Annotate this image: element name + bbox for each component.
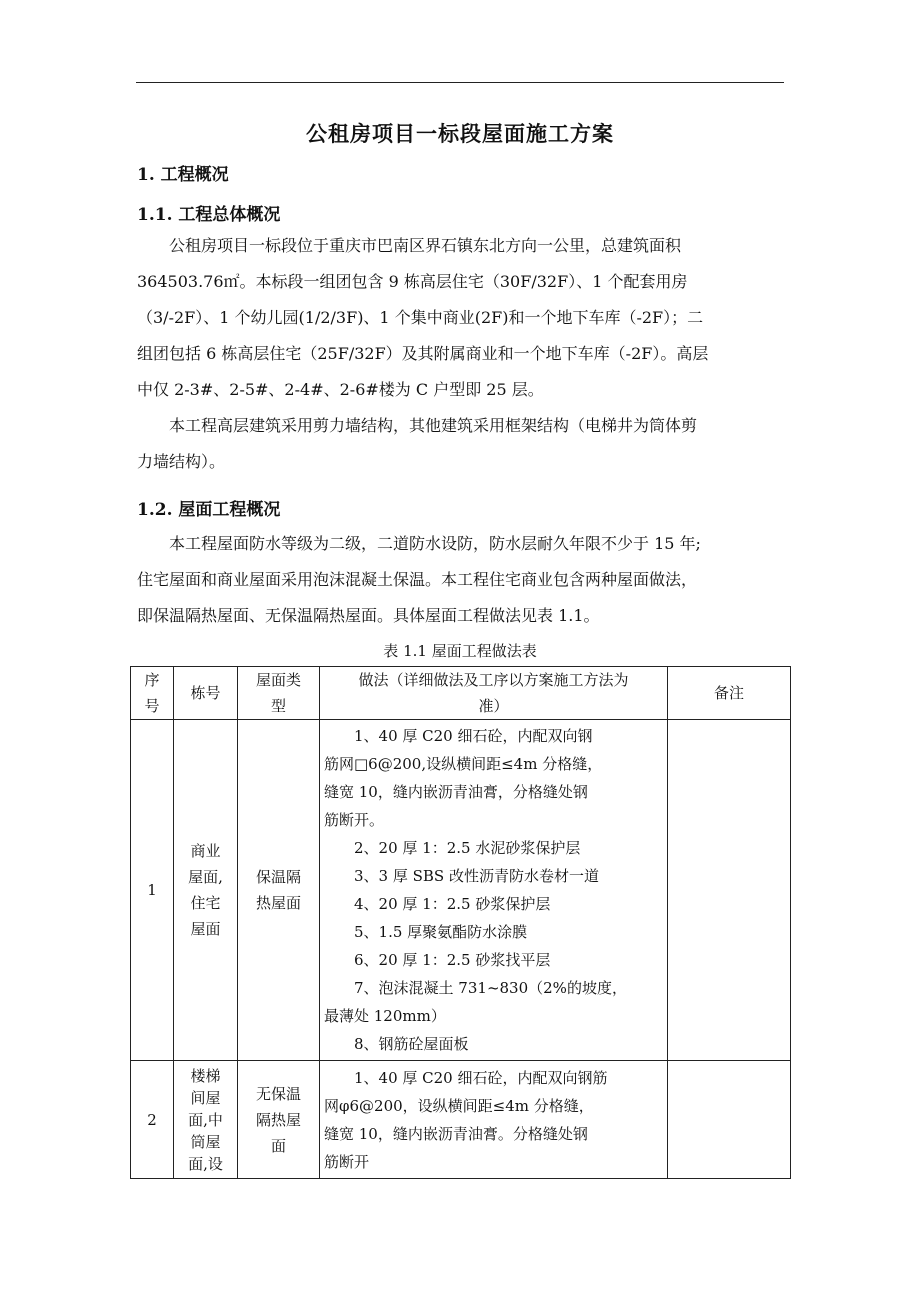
- text-line: 本工程屋面防水等级为二级，二道防水设防，防水层耐久年限不少于 15 年;: [169, 534, 701, 553]
- cell-note: [668, 1061, 791, 1179]
- method-line: 6、20 厚 1：2.5 砂浆找平层: [354, 951, 551, 969]
- text-line: （3/-2F）、1 个幼儿园(1/2/3F)、1 个集中商业(2F)和一个地下车库（-2F）；二: [137, 308, 704, 327]
- text-line: 力墙结构）。: [137, 452, 226, 471]
- method-line: 5、1.5 厚聚氨酯防水涂膜: [354, 923, 528, 941]
- method-line: 8、钢筋砼屋面板: [354, 1035, 469, 1053]
- text-line: 即保温隔热屋面、无保温隔热屋面。具体屋面工程做法见表 1.1。: [137, 606, 600, 625]
- header-roof-type: [238, 667, 320, 720]
- header-text: 准）: [478, 697, 509, 715]
- text-line: 公租房项目一标段位于重庆市巴南区界石镇东北方向一公里，总建筑面积: [169, 236, 682, 255]
- header-text: 做法（详细做法及工序以方案施工方法为: [358, 671, 629, 689]
- section-heading-1-2: 1.2. 屋面工程概况: [137, 500, 281, 520]
- cell-text: 屋面: [190, 920, 221, 938]
- method-line: 7、泡沫混凝土 731~830（2%的坡度，: [354, 979, 627, 997]
- cell-text: 保温隔: [255, 868, 301, 886]
- overview-paragraph-1: [137, 228, 785, 408]
- method-line: 缝宽 10，缝内嵌沥青油膏。分格缝处钢: [324, 1124, 588, 1143]
- roof-method-table: [130, 666, 791, 1179]
- header-note: 备注: [668, 667, 791, 720]
- method-line: 3、3 厚 SBS 改性沥青防水卷材一道: [354, 867, 599, 885]
- overview-paragraph-2: [137, 408, 785, 480]
- method-line: 筋断开: [324, 1152, 370, 1171]
- cell-text: 筒屋: [190, 1132, 221, 1151]
- cell-text: 间屋: [190, 1088, 221, 1107]
- method-line: 筋断开。: [324, 811, 385, 829]
- cell-no: 2: [131, 1061, 174, 1179]
- cell-text: 屋面,: [188, 868, 223, 886]
- header-rule: [136, 82, 784, 83]
- header-text: 序: [144, 671, 160, 689]
- method-line: 缝宽 10，缝内嵌沥青油膏，分格缝处钢: [324, 783, 588, 801]
- cell-text: 面,设: [188, 1154, 223, 1173]
- cell-text: 楼梯: [190, 1066, 221, 1085]
- table-header-row: [131, 667, 791, 720]
- cell-roof-type: [238, 1061, 320, 1179]
- text-line: 本工程高层建筑采用剪力墙结构，其他建筑采用框架结构（电梯井为筒体剪: [169, 416, 698, 435]
- cell-text: 无保温: [255, 1084, 301, 1103]
- method-line: 网φ6@200，设纵横间距≤4m 分格缝，: [324, 1096, 594, 1115]
- text-line: 364503.76㎡。本标段一组团包含 9 栋高层住宅（30F/32F）、1 个配套用房: [137, 272, 688, 291]
- cell-building: [174, 1061, 238, 1179]
- cell-method: [320, 720, 668, 1061]
- document-title: 公租房项目一标段屋面施工方案: [306, 121, 614, 146]
- cell-text: 面,中: [188, 1110, 223, 1129]
- table-row: [131, 1061, 791, 1179]
- cell-building: [174, 720, 238, 1061]
- cell-no: 1: [131, 720, 174, 1061]
- header-text: 屋面类: [255, 671, 301, 689]
- cell-text: 热屋面: [255, 894, 301, 912]
- section-heading-1-1: 1.1. 工程总体概况: [137, 205, 281, 225]
- text-line: 中仅 2-3#、2-5#、2-4#、2-6#楼为 C 户型即 25 层。: [137, 380, 544, 399]
- cell-text: 隔热屋: [255, 1110, 301, 1129]
- table-caption: 表 1.1 屋面工程做法表: [383, 642, 537, 660]
- method-line: 2、20 厚 1：2.5 水泥砂浆保护层: [354, 839, 581, 857]
- header-text: 号: [144, 697, 160, 715]
- method-line: 1、40 厚 C20 细石砼，内配双向钢: [354, 727, 593, 745]
- roof-paragraph: [137, 526, 785, 634]
- section-heading-1: 1. 工程概况: [137, 165, 229, 185]
- header-no: [131, 667, 174, 720]
- header-building: 栋号: [174, 667, 238, 720]
- cell-text: 面: [270, 1136, 286, 1155]
- method-line: 筋网□6@200,设纵横间距≤4m 分格缝，: [324, 755, 603, 773]
- method-line: 最薄处 120mm）: [324, 1007, 446, 1025]
- method-line: 4、20 厚 1：2.5 砂浆保护层: [354, 895, 551, 913]
- cell-note: [668, 720, 791, 1061]
- header-method: [320, 667, 668, 720]
- header-text: 型: [270, 697, 286, 715]
- cell-text: 住宅: [190, 894, 221, 912]
- cell-method: [320, 1061, 668, 1179]
- method-line: 1、40 厚 C20 细石砼，内配双向钢筋: [354, 1068, 608, 1087]
- text-line: 组团包括 6 栋高层住宅（25F/32F）及其附属商业和一个地下车库（-2F）。高层: [137, 344, 709, 363]
- cell-roof-type: [238, 720, 320, 1061]
- table-row: [131, 720, 791, 1061]
- cell-text: 商业: [190, 842, 221, 860]
- text-line: 住宅屋面和商业屋面采用泡沫混凝土保温。本工程住宅商业包含两种屋面做法，: [137, 570, 698, 589]
